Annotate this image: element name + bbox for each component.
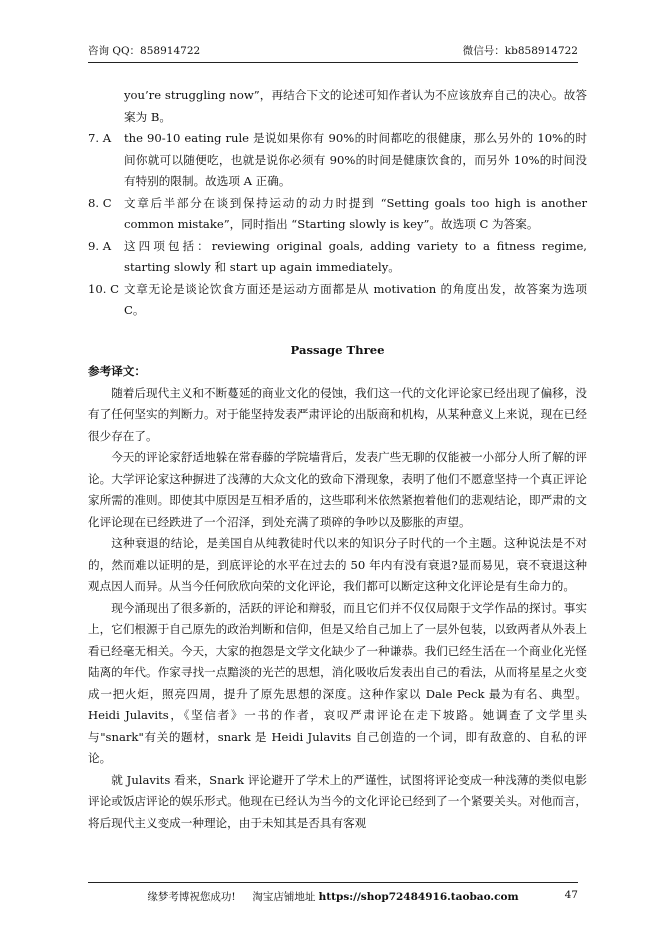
header-wechat: 微信号：kb858914722 [462,45,578,57]
page-header [88,40,578,63]
answer-number: 9. A [88,238,112,253]
answer-item [88,193,587,236]
footer-shop-label: 淘宝店铺地址 [252,891,316,903]
passage-title: Passage Three [290,342,385,357]
translation-paragraph: 这种衰退的结论，是美国自从纯教徒时代以来的知识分子时代的一个主题。这种说法是不对的，然而难以证明的是，到底评论的水平在过去的 50 年内有没有衰退?显而易见，衰不衰退这种观点因人而异。从当今任何欣欣向荣的文化评论，我们都可以断定这种文化评论是有生命力的。 [88,536,587,593]
translation-label: 参考译文： [88,364,146,378]
answer-number: 8. C [88,195,112,210]
translation-paragraph: 就 Julavits 看来，Snark 评论避开了学术上的严谨性，试图将评论变成一种浅薄的类似电影评论或饭店评论的娱乐形式。他现在已经认为当今的文化评论已经到了一个紧要关头。对他而言，将后现代主义变成一种理论，由于未知其是否具有客观 [88,772,587,830]
translation-paragraph: 随着后现代主义和不断蔓延的商业文化的侵蚀，我们这一代的文化评论家已经出现了偏移，没有了任何坚实的判断力。对于能坚持发表严肃评论的出版商和机构，从某种意义上来说，现在已经很少存在了。 [88,385,587,443]
answer-item [88,236,587,279]
footer-shop-link[interactable]: https://shop72484916.taobao.com [318,891,519,903]
answer-continuation: you’re struggling now”，再结合下文的论述可知作者认为不应该放弃自己的决心。故答案为 B。 [124,88,587,124]
page-footer [88,882,578,905]
answer-number: 10. C [88,281,119,296]
answer-text: 文章后半部分在谈到保持运动的动力时提到 “Setting goals too high is another common mistake”，同时指出 “Starting slowly is key”。故选项 C 为答案。 [124,195,587,231]
header-qq: 咨询 QQ：858914722 [88,45,201,57]
translation-paragraph: 今天的评论家舒适地躲在常春藤的学院墙背后，发表广些无聊的仅能被一小部分人所了解的评论。大学评论家这种摒进了浅薄的大众文化的致命下滑现象，表明了他们不愿意坚持一个真正评论家所需的准则。即使其中原因是互相矛盾的，这些耶利米依然紧抱着他们的悲观结论，即严肃的文化评论现在已经跌进了一个沼泽，到处充满了琐碎的争吵以及膨胀的声望。 [88,450,587,529]
answer-text: the 90-10 eating rule 是说如果你有 90%的时间都吃的很健康，那么另外的 10%的时间你就可以随便吃，也就是说你必须有 90%的时间是健康饮食的，而另外 10%的时间没有特别的限制。故选项 A 正确。 [124,131,587,188]
answer-item [88,279,587,322]
page-content [88,85,587,834]
answer-text: 文章无论是谈论饮食方面还是运动方面都是从 motivation 的角度出发，故答案为选项 C。 [124,281,587,317]
page-number: 47 [564,889,578,901]
answer-text: 这四项包括：reviewing original goals, adding variety to a fitness regime, starting slowly 和 start up again immediately。 [124,238,587,274]
answer-number: 7. A [88,131,112,145]
translation-paragraph: 现今涌现出了很多新的，活跃的评论和辩驳，而且它们并不仅仅局限于文学作品的探讨。事实上，它们根源于自己原先的政治判断和信仰，但是又给自己加上了一层外包装，以致两者从外表上看已经毫无相关。今天，大家的抱怨是文学文化缺少了一种谦恭。我们已经生活在一个商业化光怪陆离的年代。作家寻找一点黯淡的光芒的思想，消化吸收后发表出自己的看法，从而将星星之火变成一把火炬，照亮四周，提升了原先思想的深度。这种作家以 Dale Peck 最为有名、典型。Heidi Julavits，《坚信者》一书的作者，哀叹严肃评论在走下坡路。她调查了文学里头与"snark"有关的题材，snark 是 Heidi Julavits 自己创造的一个词，即有敌意的、自私的评论。 [88,600,587,765]
footer-slogan: 缘梦考博祝您成功! [147,891,236,903]
footer-center [88,889,578,904]
answer-item [88,128,587,193]
